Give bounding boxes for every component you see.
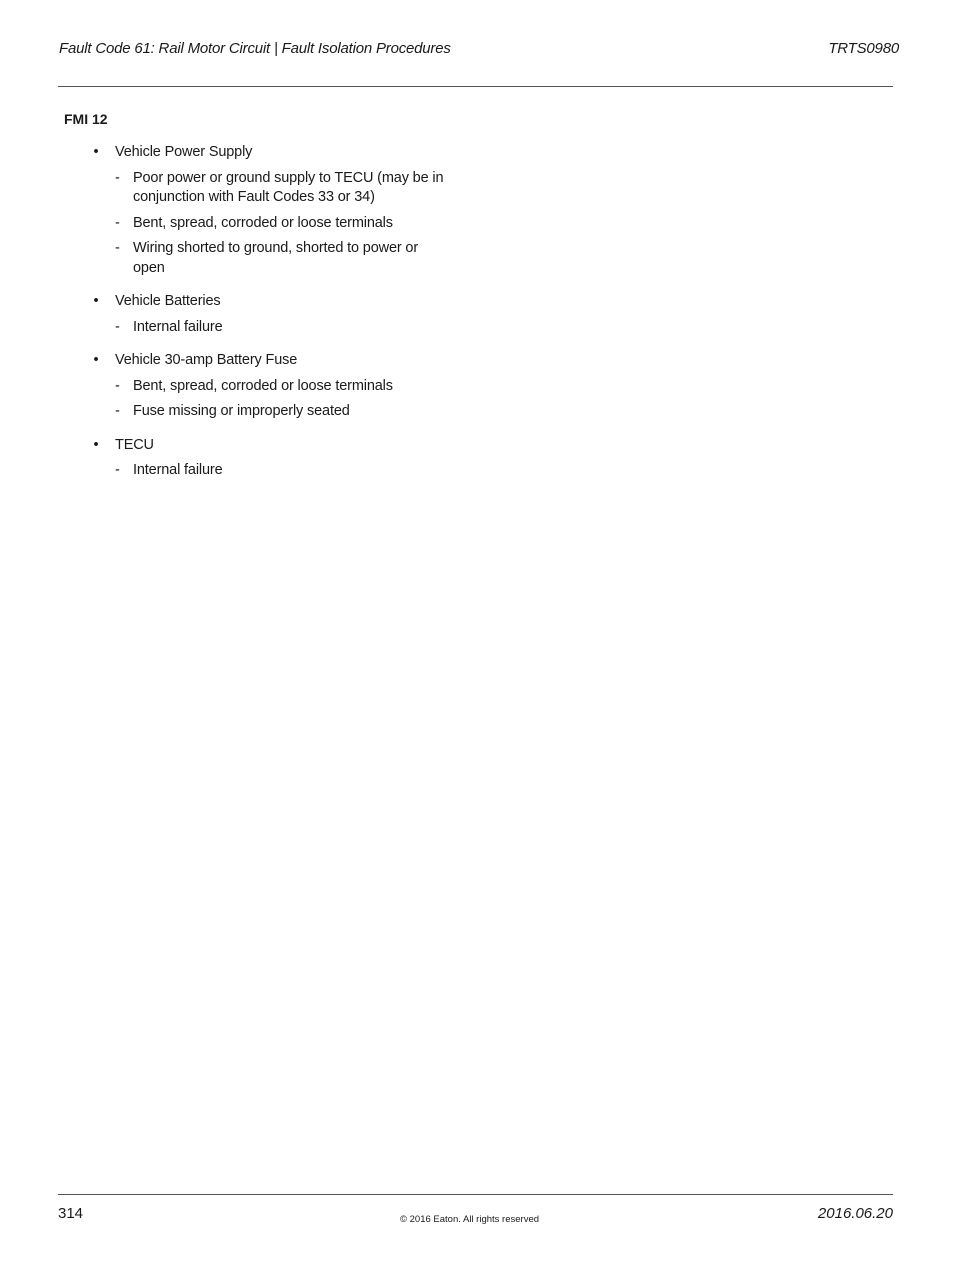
bullet-item xyxy=(89,292,449,312)
footer-divider xyxy=(58,1194,893,1195)
sub-item xyxy=(89,214,449,234)
sub-item-text: Internal failure xyxy=(133,318,223,335)
page-number: 314 xyxy=(58,1205,84,1222)
sub-item xyxy=(89,461,449,481)
cause-group xyxy=(89,292,449,337)
dash-icon: - xyxy=(115,462,120,478)
dash-icon: - xyxy=(115,214,120,231)
sub-item xyxy=(89,402,449,422)
header-divider xyxy=(58,86,893,87)
bullet-item xyxy=(89,436,449,456)
revision-date: 2016.06.20 xyxy=(817,1205,893,1222)
sub-item-text: Poor power or ground supply to TECU (may be in conjunction with Fault Codes 33 or 34) xyxy=(133,169,444,205)
sub-item-text: Internal failure xyxy=(133,462,223,478)
sub-item xyxy=(89,377,449,397)
sub-item xyxy=(89,318,449,338)
bullet-item xyxy=(89,351,449,371)
dash-icon: - xyxy=(115,240,120,256)
bullet-item xyxy=(89,143,449,163)
bullet-label: TECU xyxy=(115,436,154,453)
dash-icon: - xyxy=(115,377,120,394)
bullet-icon: • xyxy=(93,144,99,160)
header-doc-id: TRTS0980 xyxy=(828,40,899,57)
bullet-label: Vehicle Power Supply xyxy=(115,144,253,160)
cause-group xyxy=(89,143,449,278)
sub-item-text: Wiring shorted to ground, shorted to power or open xyxy=(133,240,419,276)
dash-icon: - xyxy=(115,318,120,335)
bullet-icon: • xyxy=(93,436,99,453)
sub-item-text: Bent, spread, corroded or loose terminals xyxy=(133,214,393,231)
bullet-icon: • xyxy=(93,352,99,368)
copyright-notice: © 2016 Eaton. All rights reserved xyxy=(399,1214,540,1225)
sub-item-text: Fuse missing or improperly seated xyxy=(133,403,350,419)
bullet-icon: • xyxy=(93,293,99,309)
cause-group xyxy=(89,436,449,481)
bullet-label: Vehicle Batteries xyxy=(115,293,221,309)
section-title: FMI 12 xyxy=(64,111,108,127)
sub-item xyxy=(89,169,449,208)
sub-item xyxy=(89,239,449,278)
sub-item-text: Bent, spread, corroded or loose terminals xyxy=(133,377,393,394)
dash-icon: - xyxy=(115,169,120,186)
bullet-label: Vehicle 30-amp Battery Fuse xyxy=(115,352,298,368)
fault-cause-list xyxy=(89,143,449,495)
cause-group xyxy=(89,351,449,422)
header-title: Fault Code 61: Rail Motor Circuit | Fault Isolation Procedures xyxy=(59,40,451,57)
dash-icon: - xyxy=(115,403,120,419)
